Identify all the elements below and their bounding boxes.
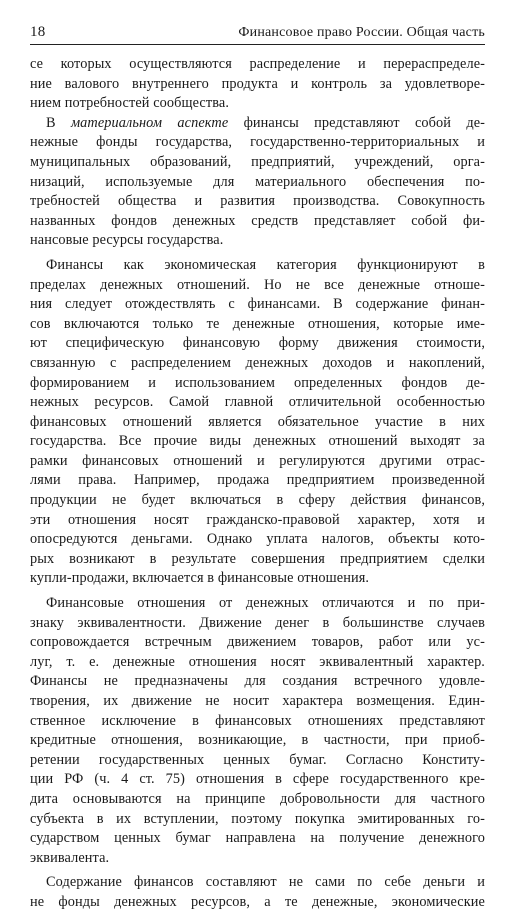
- text-fragment: финансы представляют собой де-: [228, 114, 486, 131]
- text-line: сопровождается встречным движением товаров, работ или ус-: [30, 634, 485, 651]
- text-line: государства. Все прочие виды денежных отношений выходят за: [30, 433, 485, 450]
- page-number: 18: [30, 24, 46, 40]
- running-title: Финансовое право России. Общая часть: [238, 25, 485, 40]
- text-line: эти отношения носят гражданско-правовой характер, хотя и: [30, 511, 485, 528]
- text-line: не фонды денежных ресурсов, а те денежные, экономические: [30, 893, 485, 910]
- text-line: низаций, используемые для материального обеспечения по-: [30, 173, 485, 190]
- text-line: продукции не будет включаться в сферу действия финансов,: [30, 492, 485, 509]
- text-line: пределах денежных отношений. Но не все денежные отноше-: [30, 276, 485, 293]
- text-line: лями права. Например, продажа предприятием произведенной: [30, 472, 485, 489]
- text-line: сов включаются только те денежные отношения, которые име-: [30, 315, 485, 332]
- text-line: Содержание финансов составляют не сами по себе деньги и: [46, 874, 485, 891]
- text-line: ции РФ (ч. 4 ст. 75) отношения в сфере государственного кре-: [30, 771, 485, 788]
- text-line: формированием и использованием определенных фондов де-: [30, 374, 485, 391]
- text-line: творения, их движение не носит характера возмещения. Един-: [30, 693, 485, 709]
- text-line: субъекта в их вступлении, поэтому покупка эмитированных го-: [30, 810, 485, 827]
- text-line: ретении государственных ценных бумаг. Согласно Конститу-: [30, 751, 485, 768]
- paragraph: [30, 114, 485, 251]
- paragraph: [30, 256, 485, 589]
- text-line: купли-продажи, включается в финансовые отношения.: [30, 570, 370, 587]
- text-line: знаку эквивалентности. Движение денег в большинстве случаев: [30, 614, 485, 631]
- text-line: опосредуются деньгами. Однако уплата налогов, объекты кото-: [30, 531, 485, 548]
- text-line: дита основываются на принципе добровольности для частного: [30, 790, 485, 807]
- text-line: Финансы не предназначены для создания встречного удовле-: [30, 673, 485, 690]
- text-line: нием потребностей сообщества.: [30, 95, 229, 112]
- text-line: луг, т. е. денежные отношения носят эквивалентный характер.: [30, 653, 485, 670]
- text-line: нансовые ресурсы государства.: [30, 232, 224, 249]
- text-line: ния следует отождествлять с финансами. В содержание финан-: [30, 296, 485, 313]
- text-line: [30, 114, 485, 134]
- text-line: нежных ресурсов. Самой главной отличительной особенностью: [30, 394, 485, 411]
- paragraph: [30, 55, 485, 114]
- text-line: требностей общества и развития производства. Совокупность: [30, 193, 485, 210]
- text-line: кредитные отношения, возникающие, в частности, при приоб-: [30, 732, 485, 749]
- text-line: се которых осуществляются распределение и перераспределе-: [30, 56, 485, 72]
- running-header: [30, 22, 485, 45]
- text-line: муниципальных образований, предприятий, учреждений, орга-: [30, 153, 485, 170]
- text-line: сударством ценных бумаг направлена на получение денежного: [30, 830, 485, 847]
- text-line: Финансы как экономическая категория функционируют в: [46, 256, 485, 273]
- text-line: связанную с распределением денежных доходов и накоплений,: [30, 354, 485, 371]
- paragraph: [30, 594, 485, 868]
- paragraph: [30, 873, 485, 912]
- body-text: [30, 55, 486, 910]
- text-line: ние валового внутреннего продукта и контроль за удовлетворе-: [30, 75, 485, 92]
- text-line: названных фондов денежных средств представляет собой фи-: [30, 212, 485, 229]
- text-line: финансовых отношений является обязательное участие в них: [30, 413, 485, 430]
- text-line: рых возникают в результате совершения предприятием сделки: [30, 550, 485, 567]
- emphasized-term: материальном аспекте: [70, 114, 229, 131]
- text-fragment: В: [46, 114, 71, 131]
- text-line: Финансовые отношения от денежных отличаются и по при-: [46, 595, 485, 612]
- text-line: эквивалента.: [30, 849, 110, 866]
- text-line: ют специфическую финансовую форму движения стоимости,: [30, 335, 485, 352]
- text-line: нежные фонды государства, государственно-территориальных и: [30, 134, 485, 151]
- text-line: ственное исключение в финансовых отношениях представляют: [30, 712, 485, 729]
- text-line: рамки финансовых отношений и регулируются другими отрас-: [30, 452, 485, 469]
